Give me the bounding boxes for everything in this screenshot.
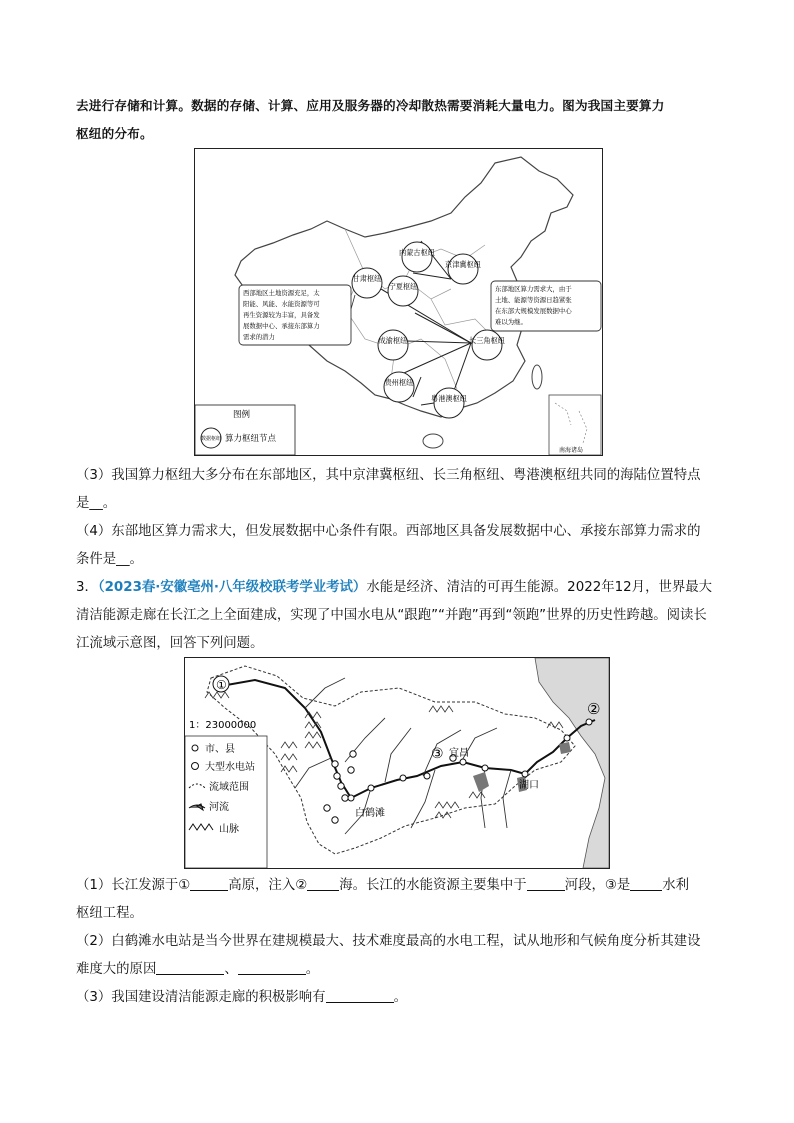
mark-3: ③ [431, 746, 444, 762]
hub-node-neimenggu [402, 242, 432, 272]
city-markers [348, 719, 592, 801]
problem-3-line-1 [76, 578, 726, 598]
problem-3-number: 3． [76, 580, 98, 595]
hub-label-chengyu: 成渝枢纽 [378, 336, 408, 345]
p3-q2-line-2: 难度大的原因 、 。 [76, 962, 320, 977]
hub-node-ningxia [388, 276, 418, 306]
answer-blank-climate[interactable] [238, 960, 306, 975]
hainan-island [423, 434, 443, 448]
q2-4-line-1: （4）东部地区算力需求大，但发展数据中心条件有限。西部地区具备发展数据中心、承接东部算力需求的 [76, 524, 701, 539]
hub-label-neimenggu: 内蒙古枢纽 [399, 248, 435, 257]
p3-q1-line-2: 枢纽工程。 [76, 906, 143, 921]
hub-label-yuegangao: 粤港澳枢纽 [431, 394, 467, 403]
map1-legend-label: 算力枢纽节点 [225, 434, 277, 444]
city-baihetan: 白鹤滩 [355, 808, 385, 819]
intro-line-2: 枢纽的分布。 [76, 126, 153, 141]
hub-node-changsanjiao [472, 330, 502, 360]
hub-label-jingjinji: 京津冀枢纽 [445, 260, 481, 269]
hub-node-guizhou [384, 372, 414, 402]
answer-blank-terrain[interactable] [156, 960, 224, 975]
problem-3-line-3: 江流域示意图，回答下列问题。 [76, 636, 264, 651]
mark-1: ① [216, 678, 227, 692]
p3-q2-line-1: （2）白鹤滩水电站是当今世界在建规模最大、技术难度最高的水电工程，试从地形和气候角度分析其建设 [76, 934, 701, 949]
taiwan-island [532, 365, 542, 389]
legend-mountain: 山脉 [219, 824, 239, 835]
answer-blank-impact[interactable] [326, 988, 394, 1003]
q2-4-line-2: 条件是__。 [76, 552, 143, 567]
legend-hub-symbol-text: 数据枢纽 [200, 436, 222, 442]
yangtze-basin-map-svg [185, 658, 609, 868]
map1-legend-title: 图例 [233, 410, 251, 420]
p3-q3-line: （3）我国建设清洁能源走廊的积极影响有 。 [76, 990, 407, 1005]
legend-city: 市、县 [205, 744, 235, 755]
hub-label-guizhou: 贵州枢纽 [384, 378, 414, 387]
q2-3-line-1: （3）我国算力枢纽大多分布在东部地区，其中京津冀枢纽、长三角枢纽、粤港澳枢纽共同的海陆位置特点 [76, 468, 701, 483]
hub-node-jingjinji [448, 254, 478, 284]
problem-3-stem-1: 水能是经济、清洁的可再生能源。2022年12月，世界最大 [366, 580, 713, 595]
legend-hydro: 大型水电站 [205, 762, 255, 773]
map2-scale: 1：23000000 [189, 720, 257, 731]
legend-city-icon [192, 745, 198, 751]
inset-label: 南海诸岛 [559, 447, 584, 454]
lake-tai [559, 742, 571, 754]
problem-3-line-2: 清洁能源走廊在长江之上全面建成，实现了中国水电从“跟跑”“并跑”再到“领跑”世界的历史性跨越。阅读长 [76, 608, 707, 623]
sea-area [535, 658, 609, 868]
legend-basin: 流域范围 [209, 782, 249, 793]
intro-line-1: 去进行存储和计算。数据的存储、计算、应用及服务器的冷却散热需要消耗大量电力。图为我国主要算力 [76, 98, 665, 113]
city-yichang: 宜昌 [449, 748, 469, 759]
legend-hydro-icon [192, 763, 199, 770]
west-note-text: 西部地区土地资源充足，太 阳能、风能、水能资源等可 再生资源较为丰富，具备发 展数据中心、承接东部算力 需求的潜力 [243, 289, 320, 341]
q2-3-line-2: 是__。 [76, 496, 117, 511]
hub-node-chengyu [378, 330, 408, 360]
computing-hub-map [194, 148, 603, 456]
mark-2: ② [587, 700, 601, 718]
problem-3-source: （2023春·安徽亳州·八年级校联考学业考试） [97, 580, 367, 595]
hub-node-yuegangao [434, 388, 464, 418]
p3-q1-line-1: （1）长江发源于① 高原，注入② 海。长江的水能资源主要集中于 河段，③是 水利 [76, 878, 690, 893]
yangtze-basin-map [184, 657, 610, 869]
south-sea-inset [549, 395, 601, 455]
hub-node-gansu [352, 268, 382, 298]
hub-label-changsanjiao: 长三角枢纽 [469, 336, 505, 345]
city-hukou: 湖口 [519, 780, 539, 791]
hub-label-gansu: 甘肃枢纽 [352, 274, 382, 283]
hub-label-ningxia: 宁夏枢纽 [388, 282, 418, 291]
answer-blank-section[interactable] [527, 876, 565, 891]
legend-river: 河流 [209, 802, 229, 813]
answer-blank-sea[interactable] [307, 876, 339, 891]
answer-blank-source[interactable] [190, 876, 228, 891]
lake-dongting [473, 772, 489, 792]
computing-hub-map-svg [195, 149, 602, 455]
east-note-text: 东部地区算力需求大，由于 土地、能源等资源日趋紧张 在东部大规模发展数据中心 难以为继。 [495, 285, 572, 326]
answer-blank-project[interactable] [630, 876, 662, 891]
